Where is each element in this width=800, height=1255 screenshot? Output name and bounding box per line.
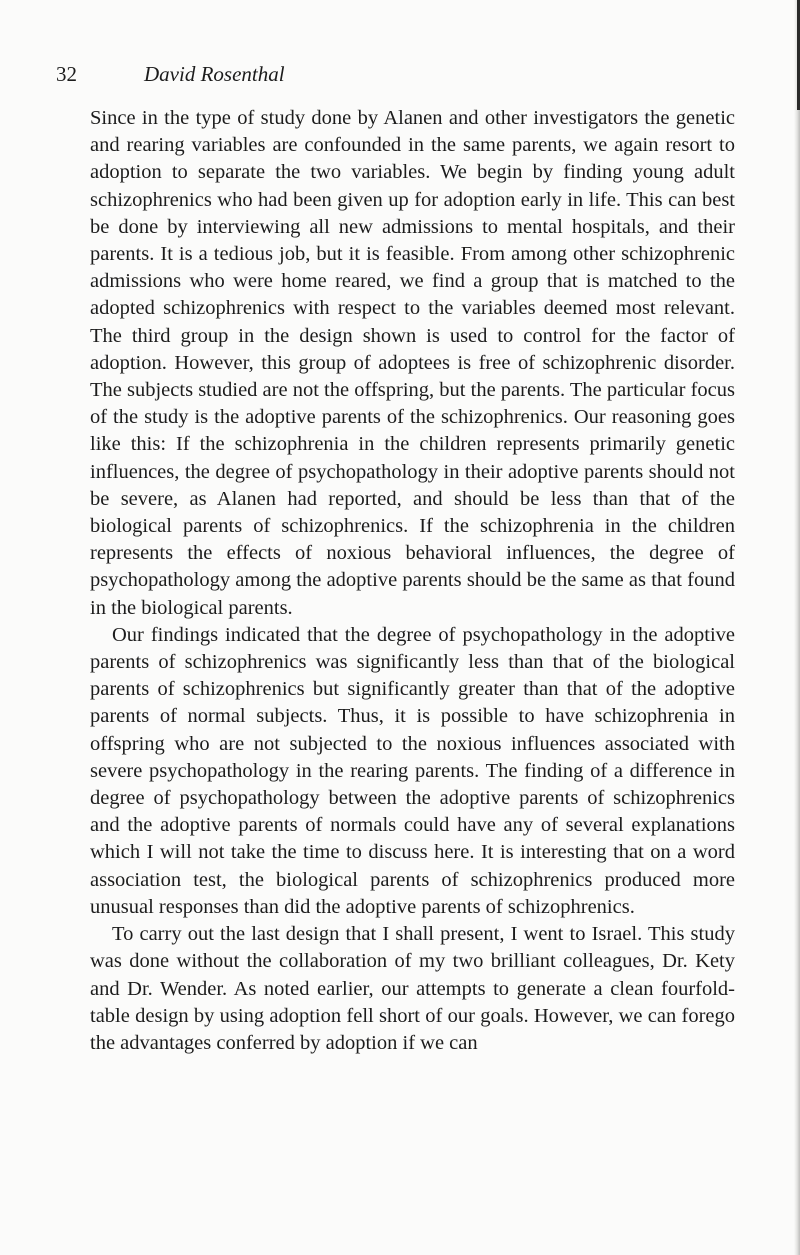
page-edge-shadow <box>794 0 800 1255</box>
running-head <box>56 60 285 88</box>
page-number: 32 <box>56 62 77 86</box>
paragraph: Since in the type of study done by Alanen and other investigators the genetic and rearing variables are confounded in the same parents, we again resort to adoption to separate the two variables. We begin by finding young adult schizophrenics who had been given up for adoption early in life. This can best be done by interviewing all new admissions to mental hospitals, and their parents. It is a tedious job, but it is feasible. From among other schizophrenic admissions who were home reared, we find a group that is matched to the adopted schizophrenics with respect to the variables deemed most relevant. The third group in the design shown is used to control for the factor of adoption. However, this group of adoptees is free of schizophrenic disorder. The subjects studied are not the offspring, but the parents. The particular focus of the study is the adoptive parents of the schizophrenics. Our reasoning goes like this: If the schizophrenia in the children represents primarily genetic influences, the degree of psychopathology in their adoptive parents should not be severe, as Alanen had reported, and should be less than that of the biological parents of schizophrenics. If the schizophrenia in the children represents the effects of noxious behavioral influences, the degree of psychopathology among the adoptive parents should be the same as that found in the biological parents. <box>90 107 735 619</box>
running-head-author: David Rosenthal <box>144 62 285 86</box>
paragraph: To carry out the last design that I shall present, I went to Israel. This study was done without the collaboration of my two brilliant colleagues, Dr. Kety and Dr. Wender. As noted earlier, our attempts to generate a clean fourfold-table design by using adoption fell short of our goals. However, we can forego the advantages conferred by adoption if we can <box>90 923 735 1054</box>
paragraph: Our findings indicated that the degree of psychopathology in the adoptive parents of schizophrenics was significantly less than that of the biological parents of schizophrenics but significantly greater than that of the adoptive parents of normal subjects. Thus, it is possible to have schizophrenia in offspring who are not subjected to the noxious influences associated with severe psychopathology in the rearing parents. The finding of a difference in degree of psychopathology between the adoptive parents of schizophrenics and the adoptive parents of normals could have any of several explanations which I will not take the time to discuss here. It is interesting that on a word association test, the biological parents of schizophrenics produced more unusual responses than did the adoptive parents of schizophrenics. <box>90 623 735 918</box>
body-text <box>90 105 735 1057</box>
